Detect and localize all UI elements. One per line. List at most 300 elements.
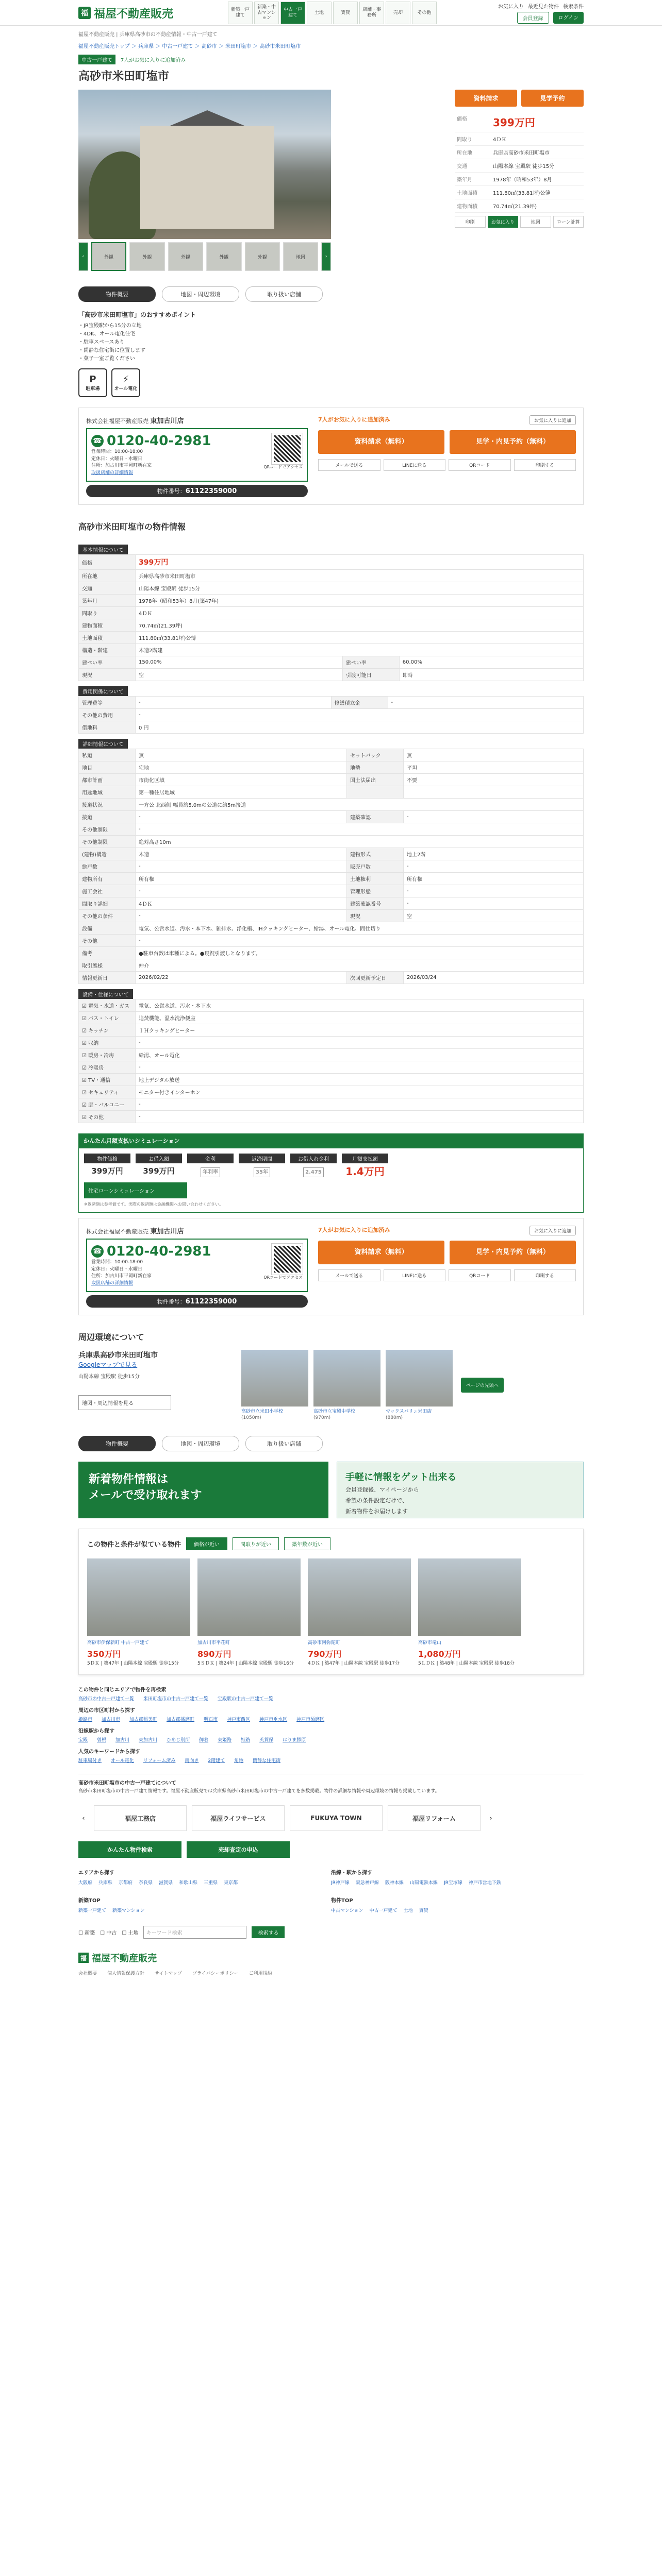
header-top-link[interactable]: お気に入り <box>498 4 524 10</box>
info-key: (建物)構造 <box>79 848 136 860</box>
footer-link[interactable]: 新築一戸建て <box>78 1908 107 1914</box>
thumbnail[interactable]: 地図 <box>283 242 318 271</box>
equipment-key: ☑ その他 <box>79 1111 136 1123</box>
summary-link[interactable]: お気に入り <box>488 216 519 228</box>
link-item[interactable]: はりま勝原 <box>283 1737 306 1743</box>
tab-1[interactable]: 地図・周辺環境 <box>162 1436 239 1451</box>
surroundings-caption[interactable]: 高砂市立米田小学校 <box>241 1409 284 1415</box>
search-option-label: 土地 <box>128 1930 139 1937</box>
partners-prev-arrow-icon[interactable]: ‹ <box>82 1815 85 1822</box>
equipment-row <box>79 1098 584 1111</box>
link-item[interactable]: 神戸市西区 <box>227 1717 251 1722</box>
similar-detail: 4ＤＫ | 築47年 | 山陽本線 宝殿駅 徒歩17分 <box>308 1660 400 1666</box>
tab-2[interactable]: 取り扱い店舗 <box>245 286 323 302</box>
quick-search-button[interactable]: かんたん物件検索 <box>78 1841 181 1858</box>
footer-col-title: エリアから探す <box>78 1870 114 1876</box>
search-checkbox[interactable] <box>78 1928 95 1936</box>
loan-years-select[interactable]: 35年 <box>254 1167 270 1177</box>
equipment-value: 地上デジタル放送 <box>136 1074 584 1086</box>
equipment-key: ☑ キッチン <box>79 1024 136 1037</box>
info-row <box>79 860 584 873</box>
footer-link[interactable]: 阪神本線 <box>385 1880 404 1886</box>
site-logo[interactable]: 福 福屋不動産販売 <box>78 5 218 21</box>
link-item[interactable]: 南向き <box>185 1758 199 1764</box>
link-item[interactable]: 英賀保 <box>259 1737 274 1743</box>
surroundings <box>78 1350 584 1420</box>
equipment-key: ☑ 暖房・冷房 <box>79 1049 136 1061</box>
loan-price: 399万円 <box>91 1166 123 1176</box>
summary-link[interactable]: 地図 <box>520 216 551 228</box>
docs-request-button[interactable]: 資料請求（無料） <box>318 430 444 454</box>
info-key: 私道 <box>79 749 136 761</box>
share-button[interactable]: QRコード <box>449 459 511 471</box>
footer-bottom-link[interactable]: 個人情報保護方針 <box>107 1971 145 1977</box>
feature-icon <box>111 368 140 397</box>
info-row <box>79 619 584 632</box>
info-row <box>79 786 584 799</box>
nav-item[interactable]: 新築一戸建て <box>228 2 253 24</box>
site-header <box>0 0 662 26</box>
equipment-row <box>79 1037 584 1049</box>
nav-item[interactable]: 店舗・事務所 <box>359 2 384 24</box>
info-value: 宅地 <box>136 761 347 774</box>
section-tabs <box>78 286 584 302</box>
tab-0[interactable]: 物件概要 <box>78 286 156 302</box>
similar-card[interactable] <box>87 1558 190 1666</box>
contact-right <box>318 415 576 497</box>
phone-icon: ☎ <box>91 1245 104 1258</box>
similar-title: この物件と条件が似ている物件 <box>87 1540 181 1549</box>
nav-item[interactable]: 賃貸 <box>333 2 358 24</box>
info-key <box>347 786 404 799</box>
link-item[interactable]: ひめじ別所 <box>167 1737 190 1743</box>
link-item[interactable]: 東姫路 <box>218 1737 232 1743</box>
thumb-prev-arrow-icon[interactable]: ‹ <box>78 242 88 271</box>
link-item[interactable]: 駐車場付き <box>78 1758 102 1764</box>
share-button[interactable]: LINEに送る <box>384 459 446 471</box>
info-value <box>404 786 584 799</box>
shop-detail-link[interactable]: 取扱店舗の詳細情報 <box>91 470 134 476</box>
partner-banner[interactable]: 福屋リフォーム <box>388 1805 481 1831</box>
info-value: 仲介 <box>136 959 584 972</box>
footer-search-input[interactable]: キーワード検索 <box>143 1926 246 1939</box>
member-banner[interactable] <box>337 1462 584 1518</box>
info-table <box>78 554 584 681</box>
link-item[interactable]: 明石市 <box>204 1717 218 1722</box>
footer-link[interactable]: 京都府 <box>119 1880 133 1886</box>
info-value: - <box>136 811 347 823</box>
info-value: 平坦 <box>404 761 584 774</box>
qr-code-icon <box>272 433 303 464</box>
partner-banner[interactable]: 福屋工務店 <box>94 1805 187 1831</box>
link-item[interactable]: 東加古川 <box>139 1737 158 1743</box>
main-photo[interactable] <box>78 90 331 239</box>
info-row <box>79 836 584 848</box>
info-value: 電気、公営水道、汚水・本下水、雑排水、浄化槽、IHクッキングヒーター、給湯、オール電化、間仕切り <box>136 922 584 935</box>
info-row <box>79 873 584 885</box>
link-group <box>78 1736 584 1743</box>
footer-link[interactable]: 大阪府 <box>78 1880 93 1886</box>
summary-link[interactable]: 印刷 <box>455 216 486 228</box>
similar-price: 890万円 <box>197 1649 231 1659</box>
footer-link[interactable]: 和歌山県 <box>179 1880 198 1886</box>
loan-rate-input[interactable]: 年利率 <box>201 1167 220 1177</box>
contact-left <box>86 415 308 497</box>
similar-name[interactable]: 高砂市阿弥陀町 <box>308 1640 341 1646</box>
similar-price: 1,080万円 <box>418 1649 461 1659</box>
info-value: 市街化区域 <box>136 774 347 786</box>
info-key: その他 <box>79 935 136 947</box>
link-group-heading: 人気のキーワードから探す <box>78 1749 140 1755</box>
link-item[interactable]: 米田町塩市の中古一戸建て一覧 <box>143 1696 209 1702</box>
map-info-button[interactable]: 地図・周辺情報を見る <box>78 1395 171 1410</box>
info-group-label: 費用関係について <box>78 686 128 696</box>
property-number-value: 61122359000 <box>185 487 237 495</box>
global-nav <box>228 2 437 24</box>
surroundings-image <box>313 1350 380 1406</box>
link-item[interactable]: 閑静な住宅街 <box>253 1758 281 1764</box>
surroundings-caption[interactable]: マックスバリュ米田店 <box>386 1409 432 1415</box>
summary-value: 399万円 <box>491 112 584 132</box>
link-item[interactable]: 姫路 <box>241 1737 251 1743</box>
info-key: 建築確認 <box>347 811 404 823</box>
info-row <box>79 799 584 811</box>
footer-link[interactable]: 中古一戸建て <box>369 1908 398 1914</box>
link-group <box>78 1757 584 1764</box>
footer-link[interactable]: 奈良県 <box>139 1880 153 1886</box>
info-row <box>79 595 584 607</box>
info-value: 60.00% <box>399 656 583 669</box>
link-item[interactable]: 加古川市 <box>102 1717 121 1722</box>
footer-col <box>78 1896 310 1913</box>
info-value: - <box>388 697 584 709</box>
equipment-value: - <box>136 1098 584 1111</box>
sell-assess-button[interactable]: 売却査定の申込 <box>187 1841 290 1858</box>
similar-detail: 5ＬＤＫ | 築48年 | 山陽本線 宝殿駅 徒歩18分 <box>418 1660 515 1666</box>
loan-head: 月額支払額 <box>342 1154 388 1163</box>
thumbnail[interactable]: 外観 <box>91 242 127 271</box>
docs-request-button[interactable]: 資料請求（無料） <box>318 1241 444 1264</box>
summary-row <box>455 132 584 146</box>
nav-item[interactable]: 新築・中古マンション <box>254 2 279 24</box>
info-key: 国土法届出 <box>347 774 404 786</box>
share-button[interactable]: メールで送る <box>318 459 380 471</box>
info-value: 木造 <box>136 848 347 860</box>
surroundings-access: 山陽本線 宝殿駅 徒歩15分 <box>78 1374 140 1380</box>
visit-request-button[interactable]: 見学・内見予約（無料） <box>450 430 576 454</box>
info-key: 情報更新日 <box>79 972 136 984</box>
equipment-value: ＩＨクッキングヒーター <box>136 1024 584 1037</box>
link-group <box>78 1695 584 1702</box>
link-group-heading: 沿線駅から探す <box>78 1728 114 1734</box>
info-value: 無 <box>404 749 584 761</box>
partner-banner[interactable]: 福屋ライフサービス <box>192 1805 285 1831</box>
contact-box <box>78 408 584 505</box>
similar-name[interactable]: 加古川市平荘町 <box>197 1640 230 1646</box>
partner-banner[interactable]: FUKUYA TOWN <box>290 1805 383 1831</box>
info-row <box>79 922 584 935</box>
visit-reserve-button[interactable]: 見学予約 <box>521 90 584 107</box>
footer-link[interactable]: 中古マンション <box>331 1908 363 1914</box>
equipment-row <box>79 1049 584 1061</box>
google-map-link[interactable]: Googleマップで見る <box>78 1361 138 1369</box>
info-value: 山陽本線 宝殿駅 徒歩15分 <box>136 582 584 595</box>
equipment-key: ☑ 収納 <box>79 1037 136 1049</box>
surroundings-caption[interactable]: 高砂市立宝殿中学校 <box>313 1409 356 1415</box>
info-value: - <box>404 885 584 897</box>
summary-panel <box>455 90 584 271</box>
footer-col-links <box>331 1907 563 1913</box>
equipment-row <box>79 1086 584 1098</box>
section-tabs-2 <box>78 1436 584 1451</box>
link-item[interactable]: オール電化 <box>111 1758 134 1764</box>
thumbnail[interactable]: 外観 <box>168 242 203 271</box>
footer-link[interactable]: JR宝塚線 <box>443 1880 462 1886</box>
share-button[interactable]: 印刷する <box>514 1269 576 1281</box>
search-checkbox[interactable] <box>100 1928 117 1936</box>
add-favorite-button[interactable]: お気に入りに追加 <box>529 415 576 425</box>
footer-search-button[interactable]: 検索する <box>252 1926 285 1938</box>
feature-icon <box>78 368 107 397</box>
footer-col-links <box>78 1879 310 1886</box>
info-row <box>79 632 584 644</box>
info-value: 399万円 <box>136 555 584 570</box>
equipment-row <box>79 1074 584 1086</box>
nav-item[interactable]: 中古一戸建て <box>280 2 305 24</box>
similar-tab[interactable]: 間取りが近い <box>233 1537 279 1550</box>
footer-link[interactable]: 兵庫県 <box>98 1880 113 1886</box>
link-item[interactable]: 角地 <box>234 1758 244 1764</box>
surroundings-photo[interactable] <box>241 1350 308 1420</box>
share-button[interactable]: メールで送る <box>318 1269 380 1281</box>
footer-search <box>78 1926 584 1939</box>
similar-card[interactable] <box>308 1558 411 1666</box>
partners-next-arrow-icon[interactable]: › <box>489 1815 492 1822</box>
footer-link[interactable]: 土地 <box>403 1908 413 1914</box>
similar-tab[interactable]: 築年数が近い <box>284 1537 330 1550</box>
summary-link[interactable]: ローン計算 <box>553 216 584 228</box>
tab-2[interactable]: 取り扱い店舗 <box>245 1436 323 1451</box>
similar-name[interactable]: 高砂市竜山 <box>418 1640 442 1646</box>
summary-key: 交通 <box>455 159 491 173</box>
info-row <box>79 570 584 582</box>
tab-1[interactable]: 地図・周辺環境 <box>162 286 239 302</box>
thumbnail[interactable]: 外観 <box>129 242 164 271</box>
footer-link[interactable]: JR神戸線 <box>331 1880 350 1886</box>
link-item[interactable]: 神戸市須磨区 <box>296 1717 325 1722</box>
feature-icons <box>78 368 584 397</box>
shop-branch[interactable]: 東加古川店 <box>150 1228 184 1236</box>
info-value: 所有権 <box>404 873 584 885</box>
shop-prefix: 株式会社福屋不動産販売 <box>86 418 151 425</box>
shop-name <box>86 415 308 425</box>
link-item[interactable]: 姫路市 <box>78 1717 93 1722</box>
info-row <box>79 582 584 595</box>
info-key: 土地面積 <box>79 632 136 644</box>
request-docs-button[interactable]: 資料請求 <box>455 90 517 107</box>
similar-image <box>197 1558 301 1636</box>
footer-logo[interactable]: 福 福屋不動産販売 <box>78 1951 584 1964</box>
register-button[interactable]: 会員登録 <box>517 12 549 24</box>
add-favorite-button[interactable]: お気に入りに追加 <box>529 1226 576 1235</box>
info-value: 兵庫県高砂市米田町塩市 <box>136 570 584 582</box>
info-value: 70.74㎡(21.39坪) <box>136 619 584 632</box>
tel-number[interactable] <box>91 1244 211 1259</box>
thumbnail[interactable]: 外観 <box>206 242 241 271</box>
new-arrival-mail-banner[interactable]: 新着物件情報は メールで受け取れます <box>78 1462 328 1518</box>
footer-link[interactable]: 東京都 <box>224 1880 238 1886</box>
similar-name[interactable]: 高砂市伊保新町 中古一戸建て <box>87 1640 149 1646</box>
info-key: 建築確認番号 <box>347 897 404 910</box>
footer-link[interactable]: 阪急神戸線 <box>355 1880 379 1886</box>
link-item[interactable]: 加古郡播磨町 <box>167 1717 195 1722</box>
surroundings-photo[interactable] <box>386 1350 453 1420</box>
link-item[interactable]: 宝殿 <box>78 1737 88 1743</box>
tab-0[interactable]: 物件概要 <box>78 1436 156 1451</box>
link-group-heading: この物件と同じエリアで物件を再検索 <box>78 1687 167 1693</box>
page-top-chip[interactable]: ページの先頭へ <box>461 1378 504 1393</box>
fav-row <box>318 1226 576 1235</box>
equipment-key: ☑ 電気・水道・ガス <box>79 999 136 1012</box>
summary-row <box>455 159 584 173</box>
equipment-key: ☑ TV・通信 <box>79 1074 136 1086</box>
tel-info-line: 定休日：火曜日・水曜日 <box>91 1266 143 1272</box>
surroundings-photo[interactable] <box>313 1350 380 1420</box>
recommend-points <box>78 310 584 363</box>
info-key: 次回更新予定日 <box>347 972 404 984</box>
shop-detail-link[interactable]: 取扱店舗の詳細情報 <box>91 1280 134 1286</box>
footer-col-title: 新築TOP <box>78 1898 101 1904</box>
share-buttons <box>318 459 576 471</box>
link-item[interactable]: 高砂市の中古一戸建て一覧 <box>78 1696 135 1702</box>
footer-bottom-link[interactable]: ご利用規約 <box>249 1971 272 1977</box>
about-title: 高砂市米田町塩市の中古一戸建てについて <box>78 1780 176 1786</box>
tel-info-line: 住所：加古川市平岡町新在家 <box>91 463 152 468</box>
recommend-item: ・JR宝殿駅から15分の立地 <box>78 323 142 329</box>
link-item[interactable]: 曽根 <box>97 1737 107 1743</box>
info-key: 建ぺい率 <box>79 656 136 669</box>
link-item[interactable]: 2階建て <box>208 1758 225 1764</box>
info-key: その他の条件 <box>79 910 136 922</box>
property-type-badge: 中古一戸建て <box>78 55 115 64</box>
phone-icon: ☎ <box>91 435 104 447</box>
search-option-label: 中古 <box>106 1930 117 1937</box>
contact-big-buttons <box>318 430 576 454</box>
footer-link[interactable]: 滋賀県 <box>159 1880 173 1886</box>
info-row <box>79 721 584 734</box>
visit-request-button[interactable]: 見学・内見予約（無料） <box>450 1241 576 1264</box>
link-item[interactable]: 宝殿駅の中古一戸建て一覧 <box>218 1696 274 1702</box>
footer-link[interactable]: 神戸市営地下鉄 <box>468 1880 501 1886</box>
nav-item[interactable]: 土地 <box>307 2 332 24</box>
info-key: 現況 <box>347 910 404 922</box>
info-key: 都市計画 <box>79 774 136 786</box>
breadcrumb[interactable]: 福屋不動産販売トップ ＞ 兵庫県 ＞ 中古一戸建て ＞ 高砂市 ＞ 米田町塩市 ＞ 高砂市米田町塩市 <box>78 44 301 49</box>
info-table <box>78 749 584 984</box>
info-row <box>79 749 584 761</box>
equipment-row <box>79 1111 584 1123</box>
photo-thumbnails <box>78 242 331 271</box>
info-value: 絶対高さ10m <box>136 836 584 848</box>
info-key: 交通 <box>79 582 136 595</box>
tel-col <box>91 1244 211 1287</box>
shop-branch[interactable]: 東加古川店 <box>150 417 184 425</box>
info-key: 施工会社 <box>79 885 136 897</box>
equipment-table <box>78 999 584 1123</box>
share-button[interactable]: QRコード <box>449 1269 511 1281</box>
info-row <box>79 972 584 984</box>
similar-card[interactable] <box>418 1558 521 1666</box>
tel-number[interactable] <box>91 433 211 449</box>
loan-simulation-button[interactable]: 住宅ローンシミュレーション <box>84 1182 187 1198</box>
info-value: - <box>404 897 584 910</box>
similar-card[interactable] <box>197 1558 301 1666</box>
contact-right <box>318 1226 576 1308</box>
summary-key: 価格 <box>455 112 491 132</box>
info-key: 間取り <box>79 607 136 619</box>
info-key: 地目 <box>79 761 136 774</box>
link-item[interactable]: 加古郡稲美町 <box>129 1717 158 1722</box>
info-value: 即時 <box>399 669 583 681</box>
info-group-label: 基本情報について <box>78 545 128 554</box>
info-value: 空 <box>136 669 343 681</box>
header-top-link[interactable]: 検索条件 <box>563 4 584 10</box>
link-item[interactable]: リフォーム済み <box>143 1758 176 1764</box>
info-row <box>79 709 584 721</box>
info-key: 借地料 <box>79 721 136 734</box>
nav-item[interactable]: 売却 <box>386 2 410 24</box>
footer-link[interactable]: 三重県 <box>204 1880 218 1886</box>
footer-link[interactable]: 新築マンション <box>112 1908 145 1914</box>
share-buttons <box>318 1269 576 1281</box>
footer-link[interactable]: 山陽電鉄本線 <box>409 1880 438 1886</box>
link-item[interactable]: 神戸市垂水区 <box>259 1717 288 1722</box>
info-value: 4ＤＫ <box>136 607 584 619</box>
login-button[interactable]: ログイン <box>553 12 584 24</box>
loan-interest-input[interactable]: 2.475 <box>303 1167 324 1177</box>
summary-value: 70.74㎡(21.39坪) <box>491 199 584 213</box>
similar-detail: 5ＳＤＫ | 築24年 | 山陽本線 宝殿駅 徒歩16分 <box>197 1660 294 1666</box>
nav-item[interactable]: その他 <box>412 2 437 24</box>
info-value: 無 <box>136 749 347 761</box>
fav-count: 7人がお気に入りに追加済み <box>318 1227 390 1234</box>
info-value: - <box>404 811 584 823</box>
link-item[interactable]: 加古川 <box>115 1737 130 1743</box>
footer-bottom-link[interactable]: サイトマップ <box>155 1971 183 1977</box>
info-key: 建物所有 <box>79 873 136 885</box>
sub-bar: 福屋不動産販売 | 兵庫県高砂市の不動産情報・中古一戸建て <box>78 32 218 38</box>
footer-bottom-link[interactable]: 会社概要 <box>78 1971 97 1977</box>
footer-link[interactable]: 賃貸 <box>419 1908 428 1914</box>
similar-tab[interactable]: 価格が近い <box>186 1537 227 1550</box>
thumb-next-arrow-icon[interactable]: › <box>321 242 331 271</box>
thumbnail[interactable]: 外観 <box>245 242 280 271</box>
header-top-link[interactable]: 最近見た物件 <box>528 4 559 10</box>
link-item[interactable]: 御着 <box>199 1737 209 1743</box>
info-value: - <box>136 697 332 709</box>
search-checkbox[interactable] <box>122 1928 138 1936</box>
share-button[interactable]: 印刷する <box>514 459 576 471</box>
share-button[interactable]: LINEに送る <box>384 1269 446 1281</box>
feature-symbol-icon: ⚡ <box>122 374 129 385</box>
qr-code-icon <box>272 1244 303 1275</box>
info-row <box>79 947 584 959</box>
banners <box>78 1462 584 1518</box>
equipment-row <box>79 1012 584 1024</box>
loan-bar: かんたん月額支払いシミュレーション <box>78 1133 584 1148</box>
summary-row <box>455 186 584 199</box>
footer-bottom-link[interactable]: プライバシーポリシー <box>192 1971 239 1977</box>
